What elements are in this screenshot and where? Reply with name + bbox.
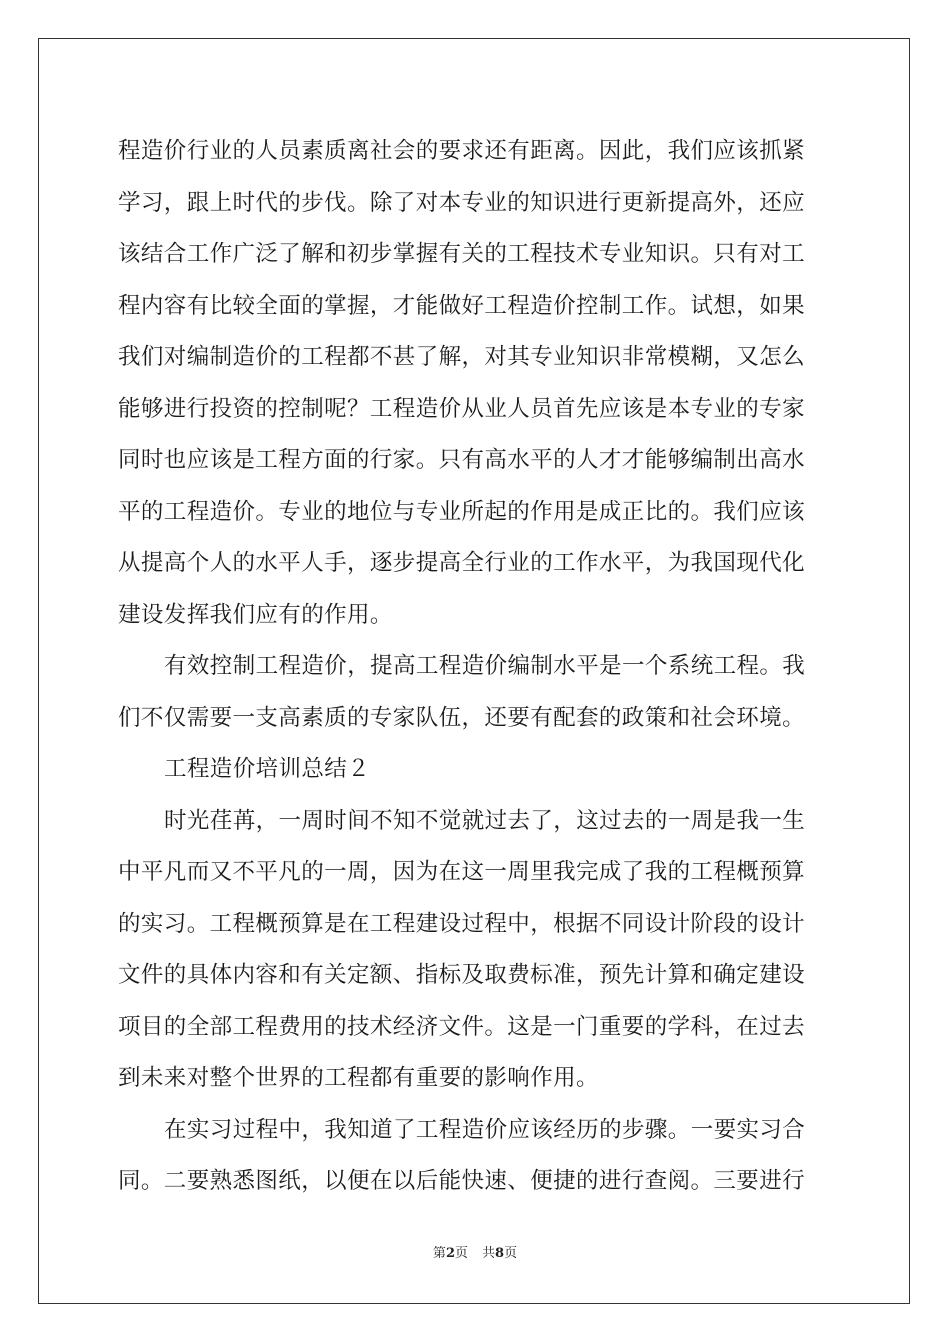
total-label-prefix: 共 [482,1246,496,1261]
total-pages: 8 [495,1246,505,1261]
text-line: 同。二要熟悉图纸，以便在以后能快速、便捷的进行查阅。三要进行 [118,1168,806,1194]
paragraph-start-line: 在实习过程中，我知道了工程造价应该经历的步骤。一要实习合 [164,1116,806,1143]
text-line: 学习，跟上时代的步伐。除了对本专业的知识进行更新提高外，还应 [118,189,806,216]
text-line: 程造价行业的人员素质离社会的要求还有距离。因此，我们应该抓紧 [118,138,806,164]
text-line: 我们对编制造价的工程都不甚了解，对其专业知识非常模糊，又怎么 [118,344,806,370]
text-line: 同时也应该是工程方面的行家。只有高水平的人才才能够编制出高水 [118,447,806,473]
page-number: 2 [445,1246,455,1261]
text-line: 中平凡而又不平凡的一周，因为在这一周里我完成了我的工程概预算 [118,859,806,885]
text-line: 们不仅需要一支高素质的专家队伍，还要有配套的政策和社会环境。 [118,704,806,731]
total-label-suffix: 页 [504,1246,518,1261]
document-body [118,126,834,1208]
paragraph-start-line: 时光荏苒，一周时间不知不觉就过去了，这过去的一周是我一生 [164,807,806,834]
section-heading: 工程造价培训总结２ [164,756,371,782]
page-footer [0,1242,950,1261]
text-line: 从提高个人的水平人手，逐步提高全行业的工作水平，为我国现代化 [118,550,806,576]
page-label-prefix: 第 [432,1246,446,1261]
text-line: 的实习。工程概预算是在工程建设过程中，根据不同设计阶段的设计 [118,910,806,937]
text-line: 项目的全部工程费用的技术经济文件。这是一门重要的学科，在过去 [118,1013,806,1040]
paragraph-start-line: 有效控制工程造价，提高工程造价编制水平是一个系统工程。我 [164,653,806,679]
text-line: 平的工程造价。专业的地位与专业所起的作用是成正比的。我们应该 [118,498,806,525]
text-line: 该结合工作广泛了解和初步掌握有关的工程技术专业知识。只有对工 [118,241,806,267]
text-line: 文件的具体内容和有关定额、指标及取费标准，预先计算和确定建设 [118,962,806,988]
text-line: 到未来对整个世界的工程都有重要的影响作用。 [118,1065,599,1091]
page-label-suffix: 页 [454,1246,468,1261]
text-line: 建设发挥我们应有的作用。 [118,601,393,628]
text-line: 能够进行投资的控制呢？工程造价从业人员首先应该是本专业的专家 [118,395,806,422]
text-line: 程内容有比较全面的掌握，才能做好工程造价控制工作。试想，如果 [118,292,806,319]
